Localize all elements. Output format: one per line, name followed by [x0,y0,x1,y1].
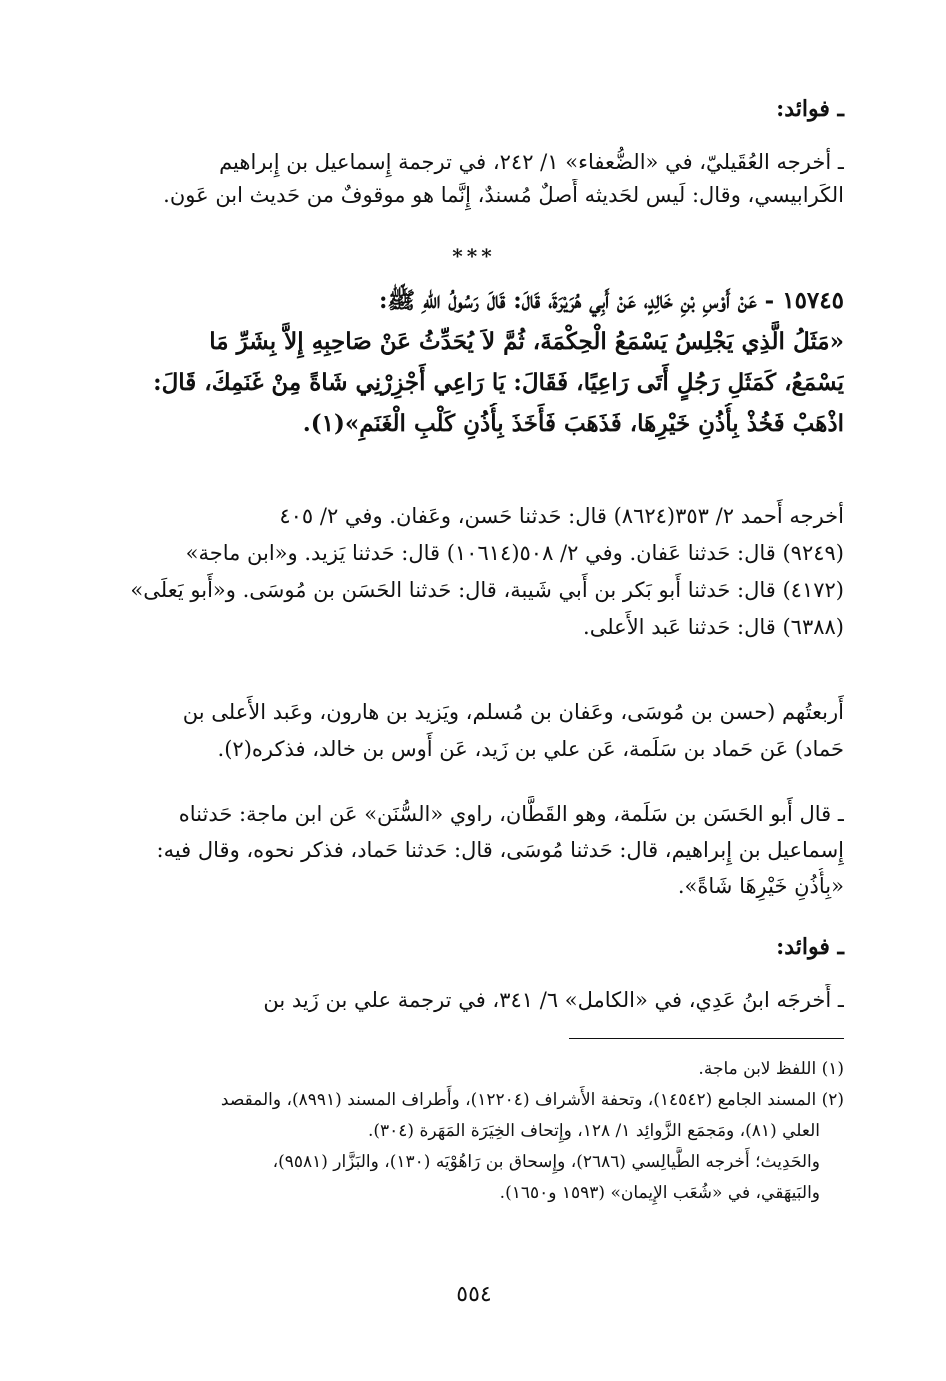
footnote-line: العلي (٨١)، ومَجمَع الزَّوائِد ١/ ١٢٨، وإِتحاف الخِيَرَة المَهَرة (٣٠٤). [367,1121,820,1141]
text-line: ـ أخرجه العُقَيليّ، في «الضُّعفاء» ١/ ٢٤٢، في ترجمة إِسماعيل بن إِبراهيم [219,150,844,174]
footnote-line: (١) اللفظ لابن ماجة. [698,1059,844,1079]
footnote-line: والبَيهَقي، في «شُعَب الإِيمان» (١٥٩٣ و١٦٥٠). [499,1183,820,1203]
paragraph-isnad [104,694,844,768]
footnote-line: والحَدِيث؛ أَخرجه الطَّيالِسي (٢٦٨٦)، وإِسحاق بن رَاهُوْيَه (١٣٠)، والبَزَّار (٩٥٨١)، [272,1152,820,1172]
paragraph-takhrij [104,498,844,646]
hadith-line: «مَثَلُ الَّذِي يَجْلِسُ يَسْمَعُ الْحِكْمَةَ، ثُمَّ لاَ يُحَدِّثُ عَنْ صَاحِبِهِ إِلاَّ بِشَرِّ مَا [209,328,844,355]
text-line: إِسماعيل بن إِبراهيم، قال: حَدثنا مُوسَى، قال: حَدثنا حَماد، فذكر نحوه، وقال فيه: [156,838,844,862]
paragraph-benefits-2 [104,984,844,1017]
footnote-line: (٢) المسند الجامع (١٤٥٤٢)، وتحفة الأَشراف (١٢٢٠٤)، وأَطراف المسند (٨٩٩١)، والمقصد [220,1090,844,1110]
text-line: ـ أَخرجَه ابنُ عَدِي، في «الكامل» ٦/ ٣٤١، في ترجمة علي بن زَيد بن [263,988,844,1012]
text-line: حَماد) عَن حَماد بن سَلَمة، عَن علي بن زَيد، عَن أَوس بن خالد، فذكره(٢). [217,737,844,761]
benefits-heading-1: ـ فوائد: [776,96,844,122]
footnotes [104,1054,844,1209]
page-number: ٥٥٤ [456,1282,492,1307]
text-line: أخرجه أَحمد ٢/ ٣٥٣(٨٦٢٤) قال: حَدثنا حَسن، وعَفان. وفي ٢/ ٤٠٥ [279,504,844,528]
text-line: الكَرابيسي، وقال: لَيس لحَديثه أَصلٌ مُسندٌ، إِنَّما هو موقوفٌ من حَديث ابن عَون. [163,183,844,207]
hadith-line: ١٥٧٤٥ - عَنْ أَوْسِ بْنِ خَالِدٍ، عَنْ أَبِي هُرَيْرَةَ، قَالَ: قَالَ رَسُولُ اللهِ ﷺ: [378,287,844,314]
hadith-text [104,280,844,444]
text-line: (٩٢٤٩) قال: حَدثنا عَفان. وفي ٢/ ٥٠٨(١٠٦١٤) قال: حَدثنا يَزيد. و«ابن ماجة» [185,541,844,565]
paragraph-benefits-1 [104,146,844,212]
text-line: «بِأُذُنِ خَيْرِهَا شَاةً». [677,874,844,898]
section-separator: *** [452,244,496,268]
text-line: أَربعتُهم (حسن بن مُوسَى، وعَفان بن مُسلم، ويَزيد بن هارون، وعَبد الأَعلى بن [182,700,844,724]
text-line: ـ قال أَبو الحَسَن بن سَلَمة، وهو القَطَّان، راوي «السُّنَن» عَن ابن ماجة: حَدثناه [178,802,844,826]
paragraph-qattan [104,796,844,904]
hadith-line: اذْهَبْ فَخُذْ بِأُذُنِ خَيْرِهَا، فَذَهَبَ فَأَخَذَ بِأُذُنِ كَلْبِ الْغَنَمِ»(١). [302,410,844,437]
benefits-heading-2: ـ فوائد: [776,934,844,960]
text-line: (٤١٧٢) قال: حَدثنا أَبو بَكر بن أَبي شَيبة، قال: حَدثنا الحَسَن بن مُوسَى. و«أَبو يَعلَى» [130,578,844,602]
hadith-line: يَسْمَعُ، كَمَثَلِ رَجُلٍ أَتَى رَاعِيًا، فَقَالَ: يَا رَاعِي أَجْزِرْنِي شَاةً مِنْ غَنَمِكَ، قَالَ: [153,369,844,396]
footnote-separator [569,1038,844,1039]
text-line: (٦٣٨٨) قال: حَدثنا عَبد الأَعلى. [583,615,844,639]
